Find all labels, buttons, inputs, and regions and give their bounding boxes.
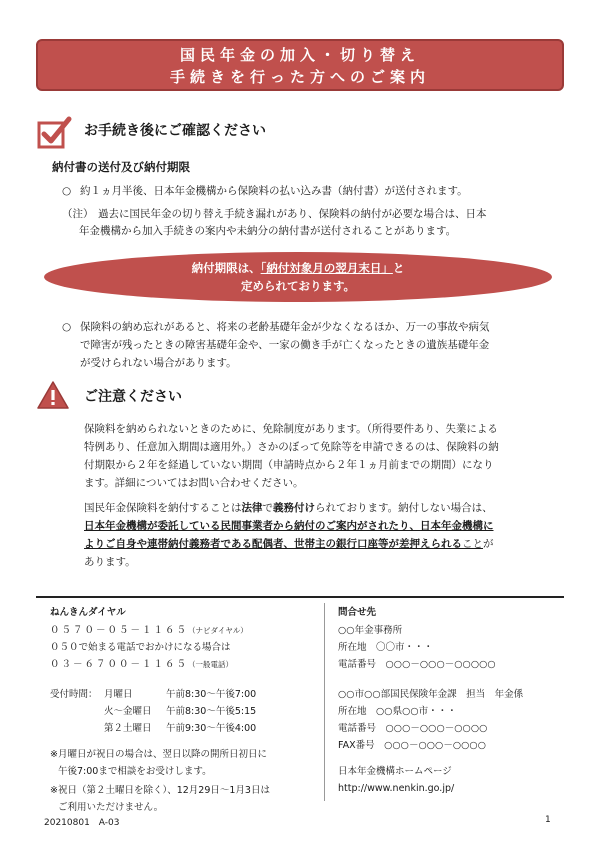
p2-text-e: られております。納付しない場合は、 (315, 502, 493, 514)
p2-text-c: で (262, 502, 273, 514)
note-line-2: 年金機構から加入手続きの案内や未納分の納付書が送付されることがあります。 (79, 225, 457, 237)
footer-divider (36, 596, 564, 598)
hours-label: 受付時間： (50, 689, 98, 700)
dial-phone-3[interactable] (50, 656, 233, 673)
note-2-line-1: ※祝日（第２土曜日を除く）、12月29日～1月3日は (50, 785, 270, 796)
p2-text-a: 国民年金保険料を納付することは (84, 502, 242, 514)
p2-seizure: よりご自身や連帯納付義務者である配偶者、世帯主の銀行口座等が差押えられる (84, 538, 462, 550)
note-mark: （注） (62, 208, 94, 220)
caution-p1-line-3: 付期限から２年を経過していない期間（申請時点から２年１ヵ月前までの期間）になり (84, 459, 494, 471)
caution-p1-line-2: 特例あり、任意加入期間は適用外。）さかのぼって免除等を申請できるのは、保険料の納 (84, 441, 499, 453)
deadline-callout (43, 259, 553, 295)
office-1-name: ○○年金事務所 (338, 625, 403, 636)
bullet-2-line-1: 保険料の納め忘れがあると、将来の老齢基礎年金が少なくなるほか、万一の事故や病気 (80, 321, 490, 333)
hours-day-2: 第２土曜日 (104, 723, 152, 734)
p2-koto: こと (462, 538, 483, 550)
hours-time-0: 午前8:30～午後7:00 (166, 689, 257, 700)
bullet-2-line-2: で障害が残ったときの障害基礎年金や、一家の働き手が亡くなったときの遺族基礎年金 (80, 339, 490, 351)
bullet-mark: ○ (62, 321, 72, 333)
subheading-payment: 納付書の送付及び納付期限 (52, 160, 190, 174)
page-number: 1 (545, 815, 551, 825)
note-2-line-2: ご利用いただけません。 (58, 802, 164, 813)
checkbox-check-icon (36, 115, 72, 151)
phone-1-note: （ナビダイヤル） (188, 626, 248, 635)
p2-obligation: 義務付け (273, 502, 315, 514)
caution-p1-line-1: 保険料を納められないときのために、免除制度があります。（所得要件あり、失業による (84, 423, 498, 435)
phone-3-note: （一般電話） (188, 660, 234, 669)
office-2-address: 所在地 ○○県○○市・・・ (338, 706, 457, 717)
doc-code: 20210801 A-03 (44, 818, 120, 828)
confirm-heading: お手続き後にご確認ください (84, 123, 266, 139)
office-2-name: ○○市○○部国民保険年金課 担当 年金係 (338, 689, 524, 700)
title-line-1: 国民年金の加入・切り替え (179, 46, 420, 64)
office-2-phone: 電話番号 ○○○－○○○－○○○○ (338, 723, 488, 734)
hours-time-1: 午前8:30～午後5:15 (166, 706, 257, 717)
website-link[interactable]: http://www.nenkin.go.jp/ (338, 783, 455, 794)
website-label: 日本年金機構ホームページ (338, 766, 452, 777)
warning-icon (37, 380, 69, 410)
note-1-line-1: ※月曜日が祝日の場合は、翌日以降の開所日初日に (50, 749, 267, 760)
office-2-fax: FAX番号 ○○○－○○○－○○○○ (338, 740, 486, 751)
caution-p1-line-4: ます。詳細についてはお問い合わせください。 (84, 477, 304, 489)
note-line-1: 過去に国民年金の切り替え手続き漏れがあり、保険料の納付が必要な場合は、日本 (98, 208, 487, 220)
bullet-mark: ○ (62, 185, 72, 197)
caution-p2-line-2: 日本年金機構が委託している民間事業者から納付のご案内がされたり、日本年金機構に (84, 520, 494, 532)
note-1-line-2: 午後7:00まで相談をお受けします。 (58, 766, 212, 777)
dial-heading: ねんきんダイヤル (50, 607, 126, 618)
dial-phone-1[interactable] (50, 622, 248, 639)
phone-3-number: ０３－６７００－１１６５ (50, 659, 189, 670)
hours-time-2: 午前9:30～午後4:00 (166, 723, 257, 734)
office-1-phone: 電話番号 ○○○－○○○－○○○○○ (338, 659, 496, 670)
title-line-2: 手続きを行った方へのご案内 (169, 68, 430, 86)
hours-day-1: 火～金曜日 (104, 706, 152, 717)
deadline-text-c: と (392, 261, 405, 275)
footer-column-divider (324, 603, 325, 801)
caution-p2-line-1 (84, 499, 493, 517)
note-block (62, 205, 487, 223)
caution-p2-line-3 (84, 535, 494, 553)
bullet-1-text: 約１ヵ月半後、日本年金機構から保険料の払い込み書（納付書）が送付されます。 (80, 185, 468, 197)
deadline-text-b: 「納付対象月の翌月末日」 (260, 261, 393, 275)
bullet-1 (62, 182, 468, 200)
deadline-text-line-2: 定められております。 (240, 279, 356, 293)
title-banner (36, 39, 564, 91)
dial-phone-2-label: ０５０で始まる電話でおかけになる場合は (50, 642, 231, 653)
caution-heading: ご注意ください (84, 389, 182, 405)
office-1-address: 所在地 〇〇市・・・ (338, 642, 434, 653)
p2-ga: が (483, 538, 494, 550)
p2-law: 法律 (241, 502, 263, 514)
caution-p2-line-4: あります。 (84, 556, 136, 568)
phone-1-number: ０５７０－０５－１１６５ (50, 625, 189, 636)
deadline-text-a: 納付期限は、 (191, 261, 261, 275)
contact-heading: 問合せ先 (338, 607, 377, 618)
bullet-2-line-3: が受けられない場合があります。 (80, 357, 237, 369)
hours-day-0: 月曜日 (104, 689, 133, 700)
bullet-2 (62, 318, 490, 336)
